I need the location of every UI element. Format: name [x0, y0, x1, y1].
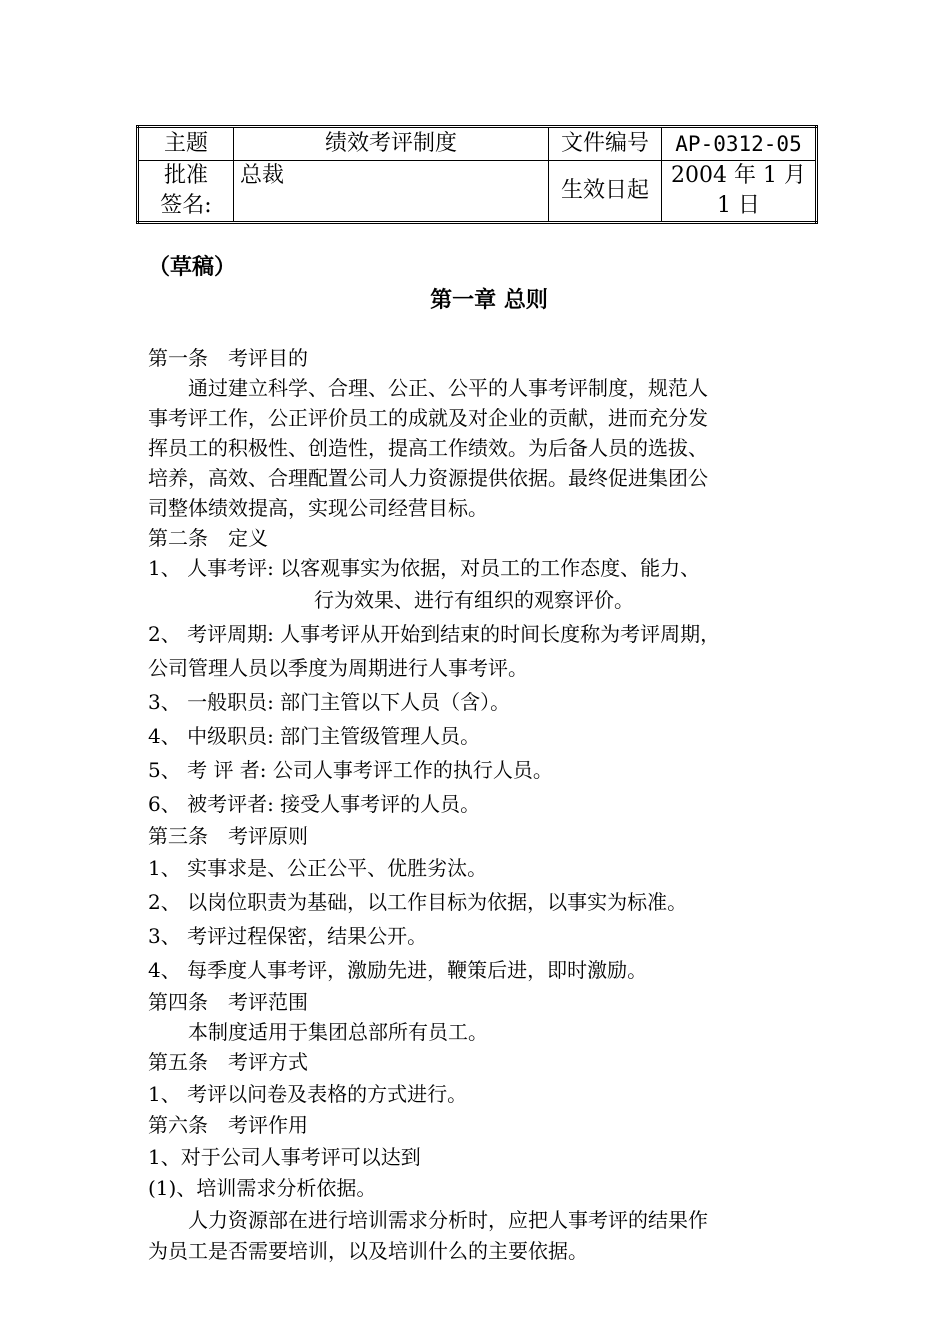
article-5-item-1: 1、 考评以问卷及表格的方式进行。: [148, 1081, 468, 1106]
definition-1-continuation: 行为效果、进行有组织的观察评价。: [314, 588, 634, 612]
approval-label-line1: 批准: [163, 163, 208, 188]
definition-1: 1、 人事考评: 以客观事实为依据，对员工的工作态度、能力、: [148, 556, 701, 580]
definition-2: 2、 考评周期: 人事考评从开始到结束的时间长度称为考评周期，: [148, 622, 721, 646]
article-6-title: 第六条 考评作用: [148, 1113, 308, 1137]
definition-3: 3、 一般职员: 部门主管以下人员（含）。: [148, 690, 511, 714]
approval-label-line2: 签名:: [160, 193, 212, 218]
definition-4: 4、 中级职员: 部门主管级管理人员。: [148, 724, 481, 748]
article-6-subitem-1: (1)、培训需求分析依据。: [148, 1176, 377, 1200]
article-2-title: 第二条 定义: [148, 526, 268, 550]
effective-date-label: 生效日起: [549, 161, 662, 223]
article-4-title: 第四条 考评范围: [148, 990, 308, 1014]
document-number-value: AP-0312-05: [662, 127, 817, 161]
approval-label: [138, 161, 234, 223]
principle-4: 4、 每季度人事考评，激励先进，鞭策后进，即时激励。: [148, 958, 648, 982]
article-5-title: 第五条 考评方式: [148, 1050, 308, 1074]
document-body: [148, 343, 848, 1268]
subject-label: 主题: [138, 127, 234, 161]
article-6-paragraph-line: 为员工是否需要培训，以及培训什么的主要依据。: [148, 1239, 588, 1263]
article-4-text: 本制度适用于集团总部所有员工。: [148, 1020, 488, 1044]
document-header-table: [136, 125, 818, 224]
article-1-paragraph-line: 培养，高效、合理配置公司人力资源提供依据。最终促进集团公: [148, 466, 708, 490]
definition-6: 6、 被考评者: 接受人事考评的人员。: [148, 792, 481, 816]
article-6-item-1: 1、对于公司人事考评可以达到: [148, 1144, 421, 1169]
article-1-paragraph-line: 挥员工的积极性、创造性，提高工作绩效。为后备人员的选拔、: [148, 436, 708, 460]
article-3-title: 第三条 考评原则: [148, 824, 308, 848]
subject-value: 绩效考评制度: [234, 127, 549, 161]
principle-3: 3、 考评过程保密，结果公开。: [148, 924, 428, 948]
principle-1: 1、 实事求是、公正公平、优胜劣汰。: [148, 856, 488, 880]
article-1-paragraph-line: 通过建立科学、合理、公正、公平的人事考评制度，规范人: [148, 376, 708, 400]
article-1-title: 第一条 考评目的: [148, 346, 308, 370]
principle-2: 2、 以岗位职责为基础，以工作目标为依据，以事实为标准。: [148, 890, 688, 914]
definition-2-continuation: 公司管理人员以季度为周期进行人事考评。: [148, 656, 528, 680]
article-1-paragraph-line: 事考评工作，公正评价员工的成就及对企业的贡献，进而充分发: [148, 406, 708, 430]
article-1-paragraph-line: 司整体绩效提高，实现公司经营目标。: [148, 496, 488, 520]
definition-5: 5、 考 评 者: 公司人事考评工作的执行人员。: [148, 758, 553, 782]
document-number-label: 文件编号: [549, 127, 662, 161]
chapter-title: 第一章 总则: [430, 288, 548, 313]
effective-date-line2: 1 日: [717, 193, 760, 218]
draft-label: （草稿）: [148, 255, 237, 280]
approval-value: 总裁: [234, 161, 549, 223]
article-6-paragraph-line: 人力资源部在进行培训需求分析时，应把人事考评的结果作: [148, 1207, 708, 1232]
effective-date-line1: 2004 年 1 月: [671, 163, 806, 188]
effective-date-value: [662, 161, 817, 223]
